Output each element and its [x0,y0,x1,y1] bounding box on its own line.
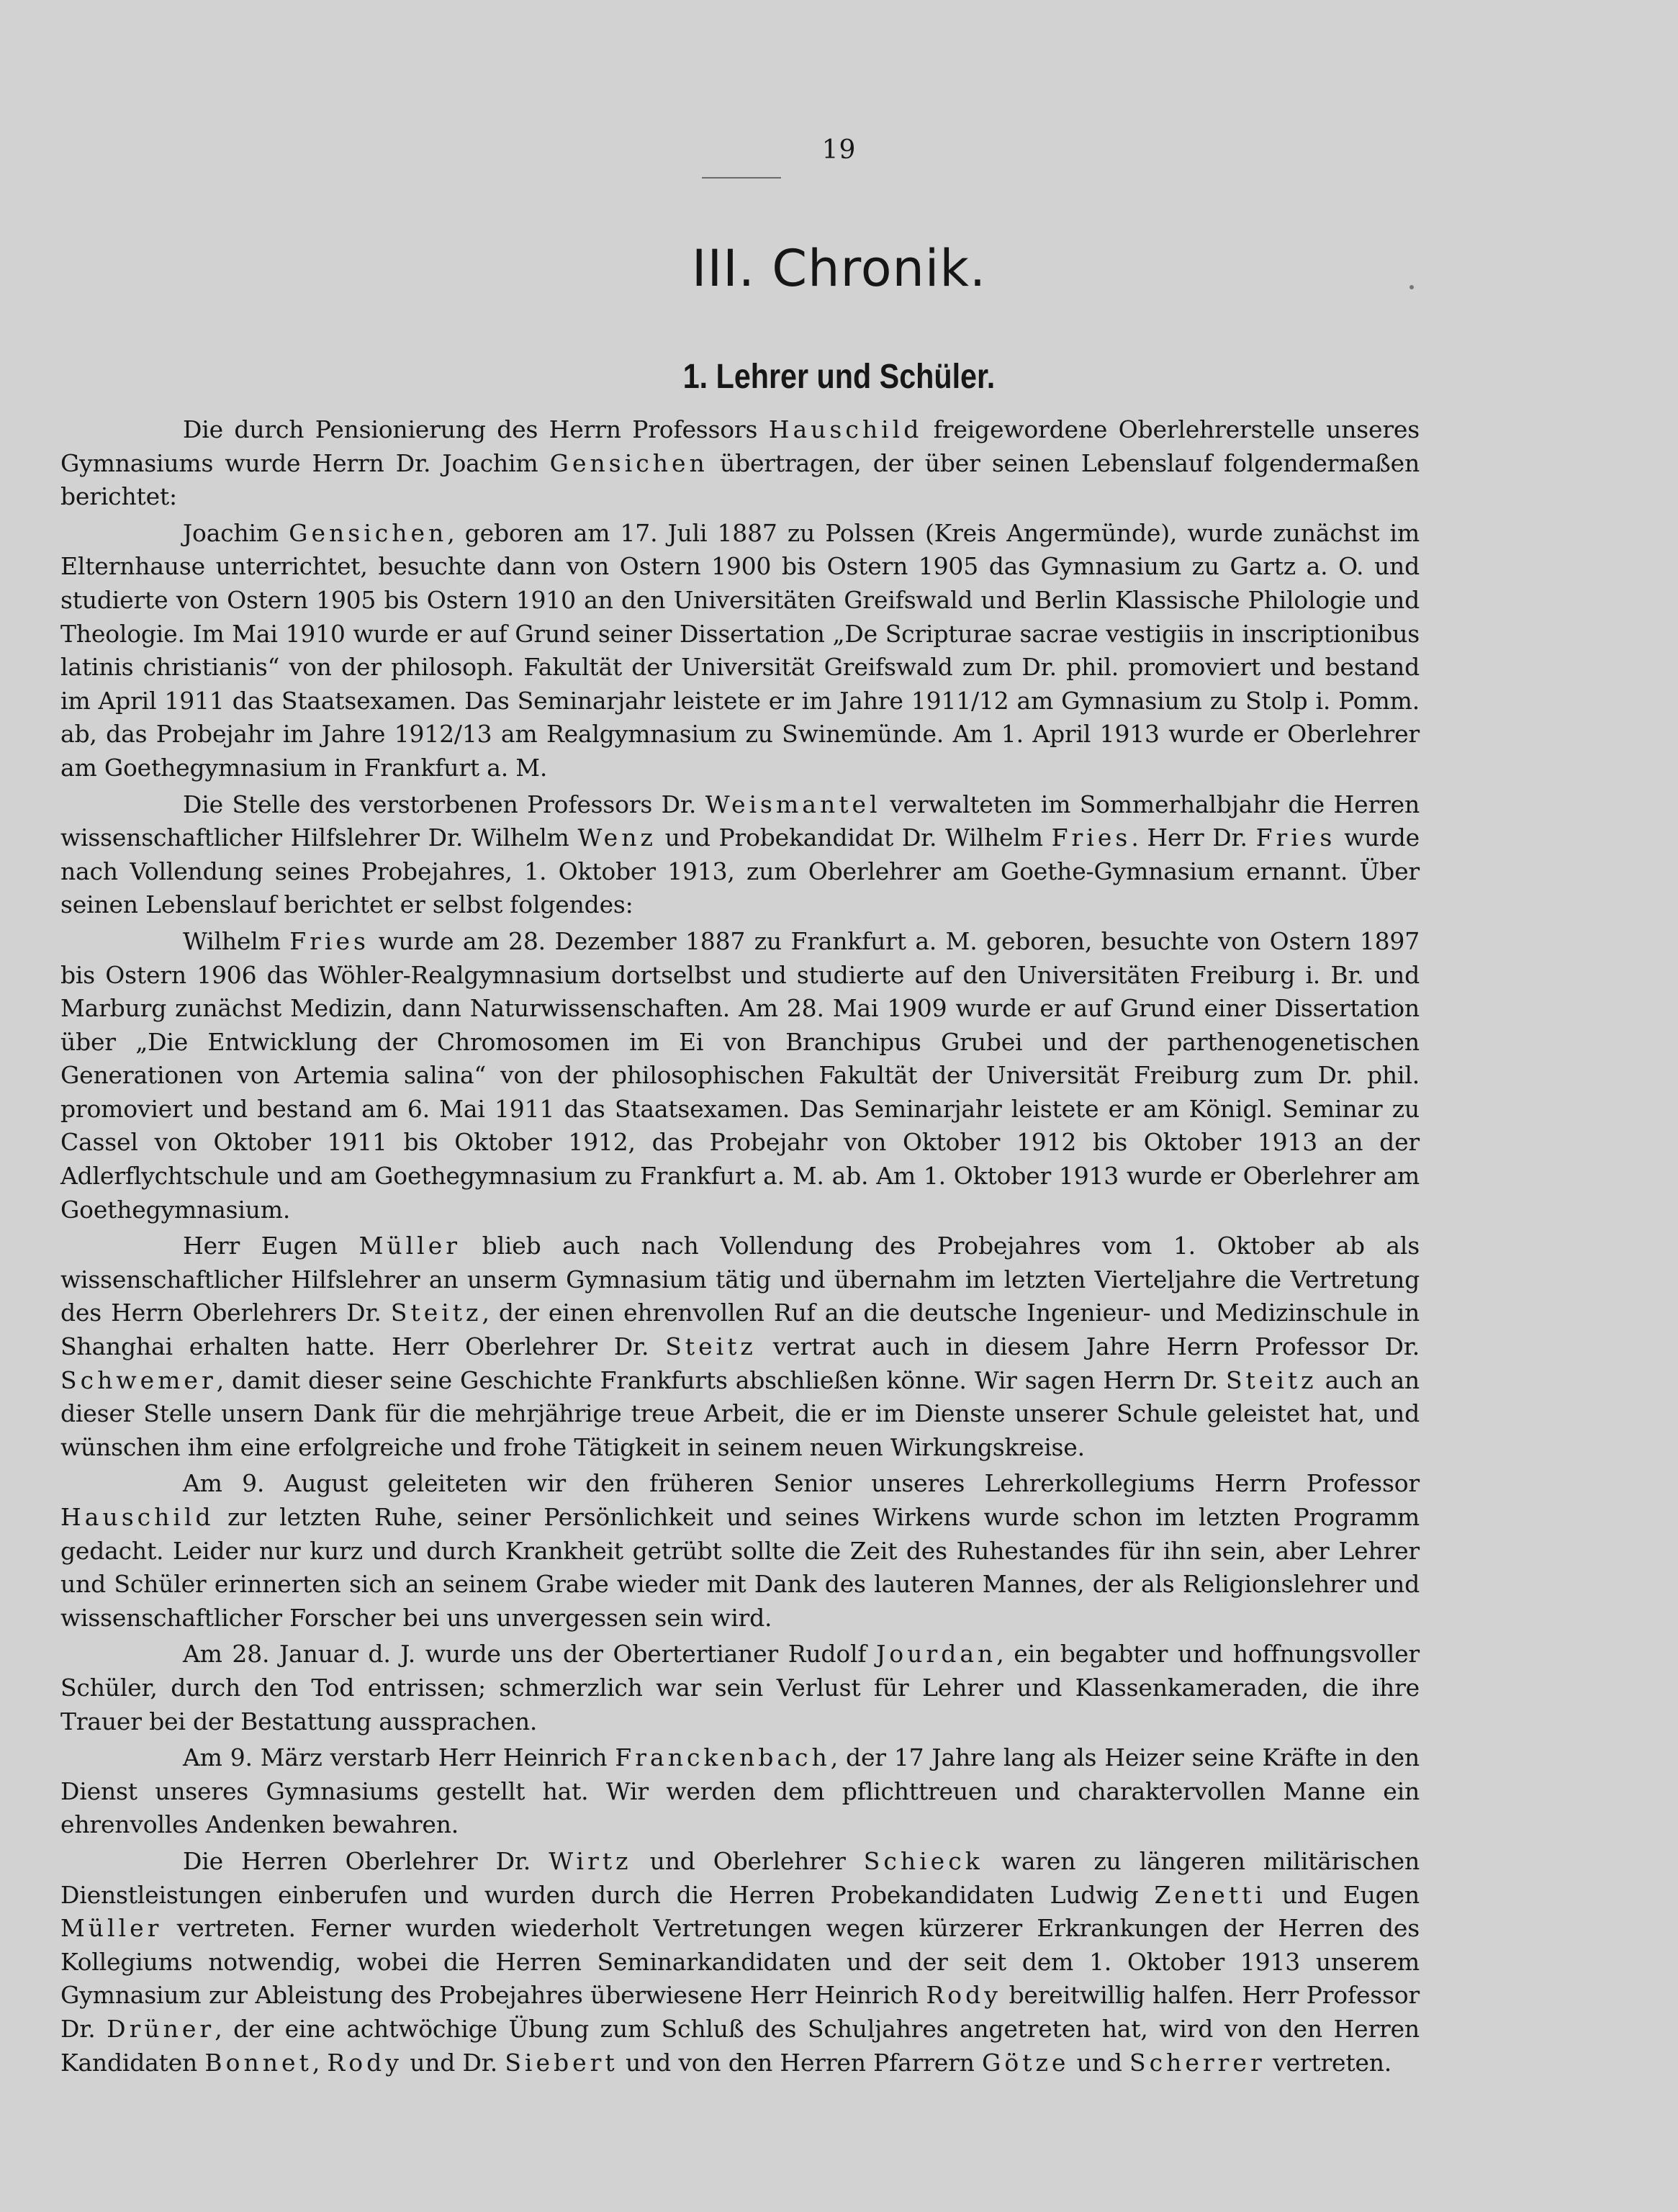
text-run: zur letzten Ruhe, seiner Persönlichkeit und seines Wirkens wurde schon im letzten Programm gedacht. Leider nur kurz und durch Krankheit getrübt sollte die Zeit des Ruhestandes für ihn sein, aber Lehrer und Schüler erinnerten sich an seinem Grabe wieder mit Dank des lauteren Mannes, der als Religionslehrer und wissenschaftlicher Forscher bei uns unvergessen sein wird. [60,1503,1420,1632]
text-run: wurde nach Vollendung seines Probejahres, 1. Oktober 1913, zum Oberlehrer am Goethe-Gymnasium ernannt. Über seinen Lebenslauf berichtet er selbst folgendes: [60,823,1420,919]
text-run: verwalteten im Sommerhalbjahr die Herren wissenschaftlicher Hilfslehrer Dr. Wilhelm [60,790,1420,852]
spaced-name: Jourdan [876,1640,997,1669]
print-speck [1409,285,1414,289]
text-run: Am 28. Januar d. J. wurde uns der Obertertianer Rudolf [183,1640,877,1669]
spaced-name: Steitz [1225,1365,1317,1394]
spaced-name: Gensichen [289,518,448,547]
text-run: Die Herren Oberlehrer Dr. [183,1846,549,1875]
text-run: freigewordene Oberlehrerstelle unseres Gymnasiums wurde Herrn Dr. Joachim [60,415,1420,477]
spaced-name: Rody [327,2048,402,2077]
text-run: , damit dieser seine Geschichte Frankfurts abschließen könne. Wir sagen Herrn Dr. [216,1365,1226,1394]
chapter-title: III. Chronik. [691,239,987,298]
spaced-name: Fries [289,926,369,955]
text-run: , ein begabter und hoffnungsvoller Schüler, durch den Tod entrissen; schmerzlich war sein Verlust für Lehrer und Klassenkameraden, die ihre Trauer bei der Bestattung aussprachen. [60,1640,1420,1735]
paragraph-appointment-fries [60,788,1420,922]
spaced-name: Bonnet [204,2048,312,2077]
spaced-name: Schwemer [60,1365,217,1394]
spaced-name: Drüner [107,2014,215,2043]
text-run: Am 9. März verstarb Herr Heinrich [183,1743,615,1772]
spaced-name: Götze [981,2048,1070,2077]
text-run: Joachim [183,518,289,547]
paragraph-biography-fries [60,925,1420,1227]
spaced-name: Hauschild [60,1503,215,1531]
paragraph-hauschild-obituary [60,1467,1420,1635]
spaced-name: Fries [1255,823,1336,852]
text-run: Am 9. August geleiteten wir den früheren Senior unseres Lehrerkollegiums Herrn Professor [183,1469,1420,1498]
text-run: Die Stelle des verstorbenen Professors Dr. [183,790,705,818]
text-run: , [312,2048,328,2077]
page-number-rule [702,177,781,179]
paragraph-appointment-gensichen [60,413,1420,514]
text-run: Die durch Pensionierung des Herrn Professors [183,415,769,443]
spaced-name: Steitz [390,1299,482,1327]
page-number: 19 [821,135,857,165]
text-run: , der 17 Jahre lang als Heizer seine Kräfte in den Dienst unseres Gymnasiums gestellt hat. Wir werden dem pflichttreuen und charaktervollen Manne ein ehrenvolles Andenken bewahren. [60,1743,1420,1839]
text-run: übertragen, der über seinen Lebenslauf folgendermaßen berichtet: [60,448,1420,511]
text-run: und von den Herren Pfarrern [618,2048,982,2077]
text-run: , geboren am 17. Juli 1887 zu Polssen (Kreis Angermünde), wurde zunächst im Elternhause unterrichtet, besuchte dann von Ostern 1900 bis Ostern 1905 das Gymnasium zu Gartz a. O. und studierte von Ostern 1905 bis Ostern 1910 an den Universitäten Greifswald und Berlin Klassische Philologie und Theologie. Im Mai 1910 wurde er auf Grund seiner Dissertation „De Scripturae sacrae vestigiis in inscriptionibus latinis christianis“ von der philosoph. Fakultät der Universität Greifswald zum Dr. phil. promoviert und bestand im April 1911 das Staatsexamen. Das Seminarjahr leistete er im Jahre 1911/12 am Gymnasium zu Stolp i. Pomm. ab, das Probejahr im Jahre 1912/13 am Realgymnasium zu Swinemünde. Am 1. April 1913 wurde er Oberlehrer am Goethegymnasium in Frankfurt a. M. [60,518,1420,782]
spaced-name: Zenetti [1154,1880,1266,1909]
text-run: und Eugen [1266,1880,1420,1909]
text-run: blieb auch nach Vollendung des Probejahres vom 1. Oktober ab als wissenschaftlicher Hilfslehrer an unserm Gymnasium tätig und übernahm im letzten Vierteljahre die Vertretung des Herrn Oberlehrers Dr. [60,1232,1420,1327]
body-text [60,413,1420,2082]
text-run: und Oberlehrer [631,1846,864,1875]
spaced-name: Steitz [665,1332,757,1361]
spaced-name: Hauschild [768,415,923,443]
text-run: vertrat auch in diesem Jahre Herrn Professor Dr. [756,1332,1420,1361]
text-run: auch an dieser Stelle unsern Dank für die mehrjährige treue Arbeit, die er im Dienste unserer Schule geleistet hat, und wünschen ihm eine erfolgreiche und frohe Tätigkeit in seinem neuen Wirkungskreise. [60,1365,1420,1461]
text-run: und [1069,2048,1130,2077]
text-run: vertreten. [1265,2048,1392,2077]
text-run: wurde am 28. Dezember 1887 zu Frankfurt a. M. geboren, besuchte von Ostern 1897 bis Ostern 1906 das Wöhler-Realgymnasium dortselbst und studierte auf den Universitäten Freiburg i. Br. und Marburg zunächst Medizin, dann Naturwissenschaften. Am 28. Mai 1909 wurde er auf Grund einer Dissertation über „Die Entwicklung der Chromosomen im Ei von Branchipus Grubei und der parthenogenetischen Generationen von Artemia salina“ von der philosophischen Fakultät der Universität Freiburg zum Dr. phil. promoviert und bestand am 6. Mai 1911 das Staatsexamen. Das Seminarjahr leistete er am Königl. Seminar zu Cassel von Oktober 1911 bis Oktober 1912, das Probejahr von Oktober 1912 bis Oktober 1913 an der Adlerflychtschule und am Goethegymnasium zu Frankfurt a. M. ab. Am 1. Oktober 1913 wurde er Oberlehrer am Goethegymnasium. [60,926,1420,1224]
text-run: vertreten. Ferner wurden wiederholt Vertretungen wegen kürzerer Erkrankungen der Herren des Kollegiums notwendig, wobei die Herren Seminarkandidaten und der seit dem 1. Oktober 1913 unserem Gymnasium zur Ableistung des Probejahres überwiesene Herr Heinrich [60,1914,1420,2010]
text-run: und Probekandidat Dr. Wilhelm [656,823,1052,852]
spaced-name: Weismantel [705,790,881,818]
paragraph-mueller-steitz [60,1229,1420,1464]
text-run: . Herr Dr. [1131,823,1256,852]
spaced-name: Müller [60,1914,163,1943]
text-run: bereitwillig halfen. Herr Professor Dr. [60,1981,1420,2043]
text-run: Herr Eugen [183,1232,359,1260]
spaced-name: Müller [358,1232,461,1260]
text-run: waren zu längeren militärischen Dienstleistungen einberufen und wurden durch die Herren Probekandidaten Ludwig [60,1846,1420,1909]
paragraph-substitutions [60,1845,1420,2080]
spaced-name: Scherrer [1129,2048,1266,2077]
text-run: , der einen ehrenvollen Ruf an die deutsche Ingenieur- und Medizinschule in Shanghai erhalten hatte. Herr Oberlehrer Dr. [60,1299,1420,1361]
paragraph-biography-gensichen [60,517,1420,785]
spaced-name: Gensichen [549,448,708,477]
paragraph-jourdan-obituary [60,1638,1420,1738]
spaced-name: Wenz [577,823,657,852]
text-run: , der eine achtwöchige Übung zum Schluß des Schuljahres angetreten hat, wird von den Herren Kandidaten [60,2014,1420,2077]
text-run: und Dr. [402,2048,505,2077]
spaced-name: Schieck [863,1846,983,1875]
spaced-name: Fries [1051,823,1132,852]
spaced-name: Wirtz [549,1846,632,1875]
paragraph-franckenbach-obituary [60,1741,1420,1842]
section-title: 1. Lehrer und Schüler. [682,358,996,396]
spaced-name: Franckenbach [615,1743,831,1772]
spaced-name: Rody [926,1981,1001,2010]
spaced-name: Siebert [505,2048,618,2077]
text-run: Wilhelm [183,926,290,955]
